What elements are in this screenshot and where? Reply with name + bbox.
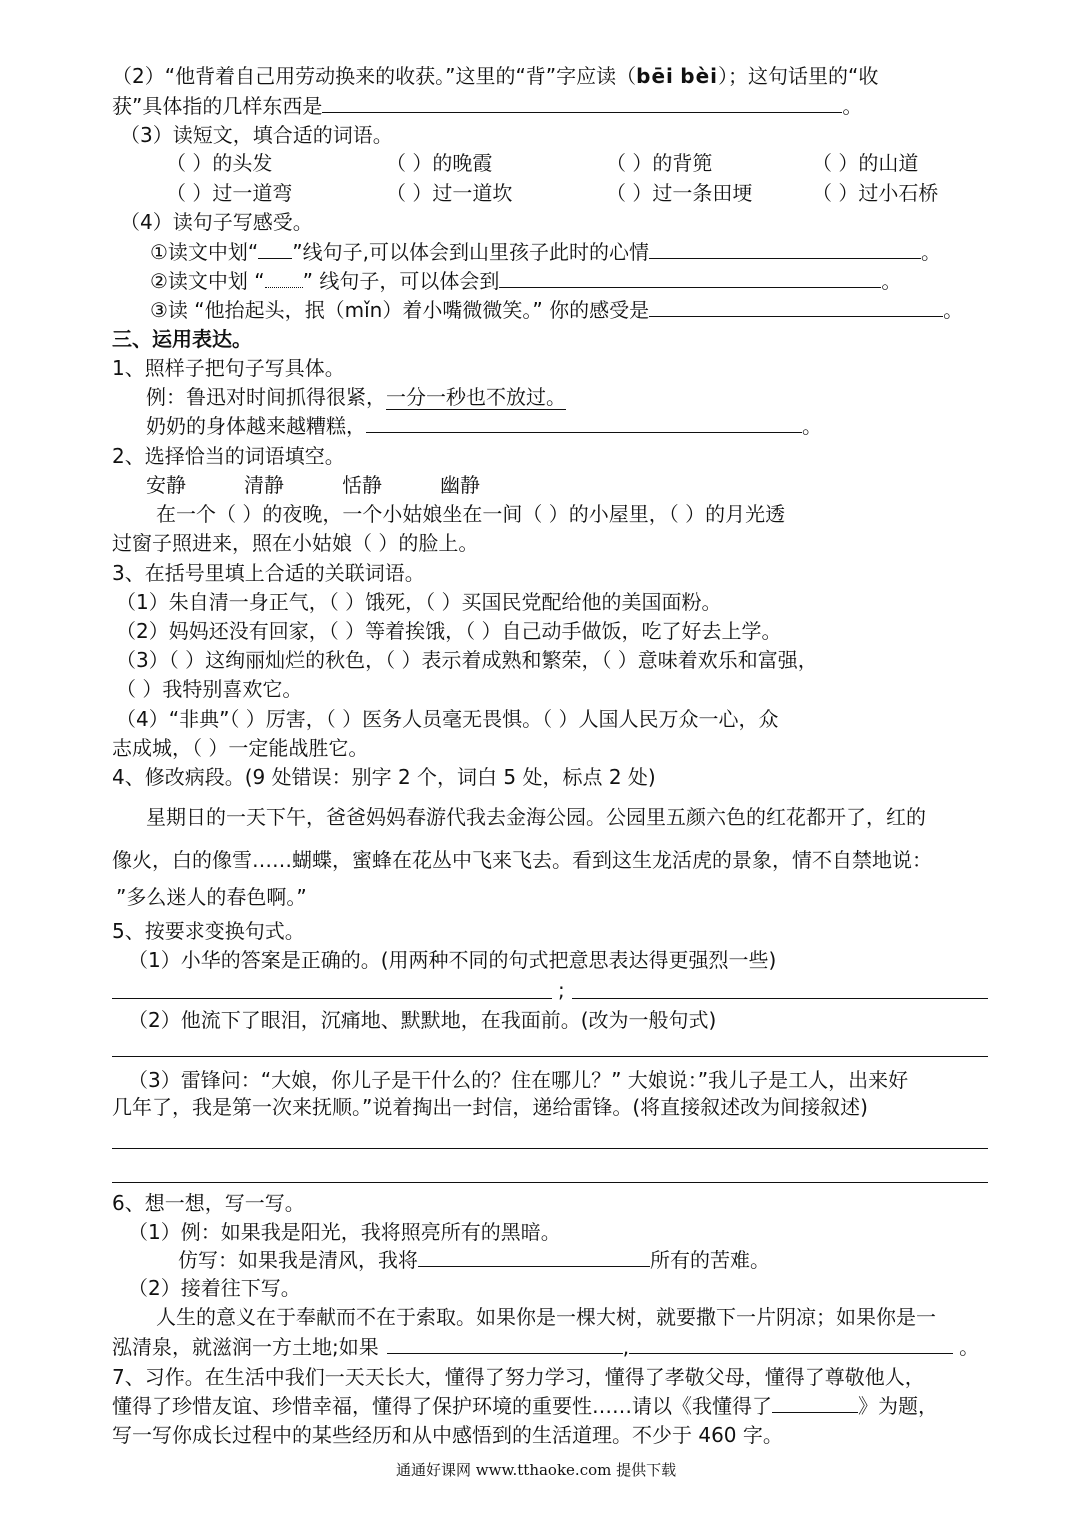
q3-item-7[interactable]: （ ）过一条田埂 [606, 181, 753, 205]
q3-item-5[interactable]: （ ）过一道弯 [166, 181, 293, 205]
q2-text-b: ）；这句话里的“收 [718, 64, 879, 88]
s6-2-text: 泓清泉，就滋润一方土地;如果 [112, 1335, 379, 1359]
q4-2-answer-blank[interactable] [499, 267, 881, 288]
q2-text-c: 获”具体指的几样东西是 [112, 94, 323, 118]
q4-1-answer-blank[interactable] [649, 238, 921, 259]
q4-2-period: 。 [881, 269, 902, 293]
s1-task [146, 412, 822, 440]
s1-title: 1、照样子把句子写具体。 [112, 356, 345, 380]
q4-2-text-b: ” 线句子，可以体会到 [302, 269, 500, 293]
s5-1-answer-line-b[interactable] [572, 998, 988, 999]
q4-3-answer-blank[interactable] [649, 296, 943, 317]
q3-item-4[interactable]: （ ）的山道 [812, 151, 919, 175]
s6-1-text-b: 所有的苦难。 [650, 1248, 770, 1272]
s6-item-1-example: （1）例：如果我是阳光，我将照亮所有的黑暗。 [128, 1220, 561, 1244]
s5-1-separator: ; [558, 978, 565, 1002]
s6-2-comma: , [622, 1335, 630, 1359]
s3-item-4-line-2[interactable]: 志成城，（ ）一定能战胜它。 [112, 736, 369, 760]
s6-1-text-a: 仿写：如果我是清风，我将 [178, 1248, 418, 1272]
s5-item-1: （1）小华的答案是正确的。(用两种不同的句式把意思表达得更强烈一些) [128, 948, 777, 972]
solid-line-marker [258, 238, 292, 259]
s7-line-2 [112, 1392, 938, 1420]
q2-text-a: （2）“他背着自己用劳动换来的收获。”这里的“背”字应读（ [112, 64, 637, 88]
s2-word-2: 清静 [244, 473, 284, 497]
q3-item-8[interactable]: （ ）过小石桥 [812, 181, 939, 205]
q2-answer-blank[interactable] [322, 92, 842, 113]
s5-3-answer-line-b[interactable] [112, 1182, 988, 1183]
s4-title: 4、修改病段。(9 处错误：别字 2 个，词白 5 处，标点 2 处) [112, 765, 656, 789]
s1-task-text: 奶奶的身体越来越糟糕， [146, 414, 366, 438]
s6-title: 6、想一想，写一写。 [112, 1191, 305, 1215]
q4-3-text: ③读 “他抬起头，抿（mǐn）着小嘴微微笑。” 你的感受是 [150, 298, 650, 322]
s5-item-3-line-1: （3）雷锋问：“大娘，你儿子是干什么的？住在哪儿？” 大娘说：”我儿子是工人，出来好 [128, 1068, 909, 1092]
s5-title: 5、按要求变换句式。 [112, 919, 305, 943]
q3-item-2[interactable]: （ ）的晚霞 [386, 151, 493, 175]
s5-item-2: （2）他流下了眼泪，沉痛地、默默地，在我面前。(改为一般句式) [128, 1008, 717, 1032]
q3-item-6[interactable]: （ ）过一道坎 [386, 181, 513, 205]
s6-item-2: （2）接着往下写。 [128, 1276, 301, 1300]
s7-text-b: 懂得了珍惜友谊、珍惜幸福，懂得了保护环境的重要性……请以《我懂得了 [112, 1394, 772, 1418]
s3-item-3-line-2[interactable]: （ ）我特别喜欢它。 [116, 677, 303, 701]
s4-paragraph-line-1: 星期日的一天下午，爸爸妈妈春游代我去金海公园。公园里五颜六色的红花都开了，红的 [146, 805, 926, 829]
s7-text-b-end: 》为题， [858, 1394, 938, 1418]
s5-3-answer-line-a[interactable] [112, 1148, 988, 1149]
s6-item-1-imitation [178, 1246, 770, 1274]
s2-word-1: 安静 [146, 473, 186, 497]
s4-paragraph-line-3: ”多么迷人的春色啊。” [116, 885, 307, 909]
pinyin-option-1: bēi [636, 64, 674, 88]
section-heading: 三、运用表达。 [112, 327, 252, 351]
q4-sub-2 [150, 267, 901, 295]
q2-line-2 [112, 92, 862, 120]
q4-2-text-a: ②读文中划 “ [150, 269, 265, 293]
s3-item-2[interactable]: （2）妈妈还没有回家，（ ）等着挨饿，（ ）自己动手做饭，吃了好去上学。 [116, 619, 782, 643]
s3-title: 3、在括号里填上合适的关联词语。 [112, 561, 425, 585]
s2-sentence-line-2[interactable]: 过窗子照进来，照在小姑娘（ ）的脸上。 [112, 531, 479, 555]
q4-1-text-a: ①读文中划“ [150, 240, 259, 264]
s3-item-4-line-1[interactable]: （4）“非典”（ ）厉害，（ ）医务人员毫无畏惧。（ ）人国人民万众一心，众 [116, 707, 779, 731]
q4-sub-1 [150, 238, 941, 266]
s1-example-underlined: 一分一秒也不放过。 [386, 385, 566, 409]
s1-answer-blank[interactable] [366, 412, 802, 433]
s2-word-3: 恬静 [342, 473, 382, 497]
s3-item-3-line-1[interactable]: （3）（ ）这绚丽灿烂的秋色，（ ）表示着成熟和繁荣，（ ）意味着欢乐和富强， [116, 648, 818, 672]
s7-title-blank[interactable] [772, 1392, 858, 1413]
s2-sentence-line-1[interactable]: 在一个（ ）的夜晚，一个小姑娘坐在一间（ ）的小屋里，（ ）的月光透 [156, 502, 786, 526]
s6-1-answer-blank[interactable] [418, 1246, 650, 1267]
s5-item-3-line-2: 几年了，我是第一次来抚顺。”说着掏出一封信，递给雷锋。(将直接叙述改为间接叙述) [112, 1095, 868, 1119]
s4-paragraph-line-2: 像火，白的像雪……蝴蝶，蜜蜂在花丛中飞来飞去。看到这生龙活虎的景象，情不自禁地说： [112, 848, 932, 872]
s6-2-answer-blank-b[interactable] [629, 1333, 953, 1354]
q4-sub-3 [150, 296, 963, 324]
s6-2-paragraph-line-2 [112, 1333, 979, 1361]
q4-title: （4）读句子写感受。 [120, 210, 313, 234]
s1-example [146, 383, 566, 411]
s3-item-1[interactable]: （1）朱自清一身正气，（ ）饿死，（ ）买国民党配给他的美国面粉。 [116, 590, 722, 614]
q3-item-3[interactable]: （ ）的背篼 [606, 151, 713, 175]
s1-example-text: 例：鲁迅对时间抓得很紧， [146, 385, 386, 409]
q3-item-1[interactable]: （ ）的头发 [166, 151, 273, 175]
q4-1-period: 。 [921, 240, 942, 264]
s5-1-answer-line-a[interactable] [112, 998, 552, 999]
s2-title: 2、选择恰当的词语填空。 [112, 444, 345, 468]
footer-credit: 通通好课网 www.tthaoke.com 提供下载 [396, 1461, 677, 1479]
q4-1-text-b: ”线句子,可以体会到山里孩子此时的心情 [292, 240, 650, 264]
s7-line-1: 7、习作。在生活中我们一天天长大，懂得了努力学习，懂得了孝敬父母，懂得了尊敬他人， [112, 1365, 925, 1389]
s2-word-4: 幽静 [440, 473, 480, 497]
s7-line-3: 写一写你成长过程中的某些经历和从中感悟到的生活道理。不少于 460 字。 [112, 1423, 783, 1447]
wavy-line-marker [265, 267, 303, 288]
q2-line-1 [112, 62, 878, 90]
s6-2-paragraph-line-1: 人生的意义在于奉献而不在于索取。如果你是一棵大树，就要撒下一片阴凉；如果你是一 [156, 1305, 936, 1329]
pinyin-option-2: bèi [680, 64, 719, 88]
s6-2-answer-blank-a[interactable] [387, 1333, 623, 1354]
s6-2-period: 。 [959, 1335, 980, 1359]
s5-2-answer-line[interactable] [112, 1056, 988, 1057]
q3-title: （3）读短文，填合适的词语。 [120, 123, 393, 147]
q2-period: 。 [842, 94, 863, 118]
s1-period: 。 [802, 414, 822, 438]
q4-3-period: 。 [943, 298, 964, 322]
